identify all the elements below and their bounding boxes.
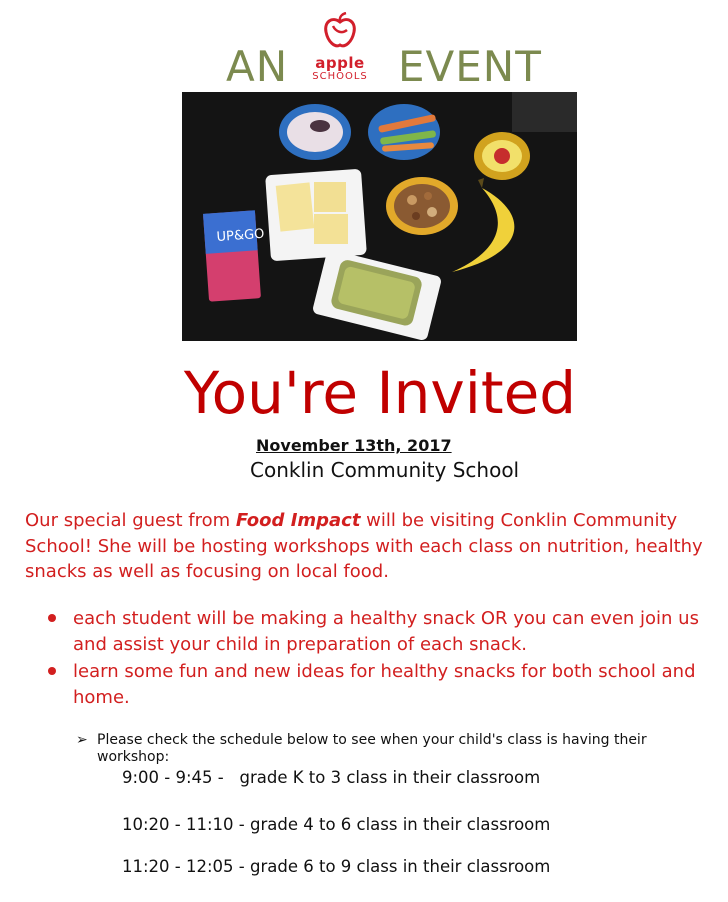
header-word-event: EVENT <box>398 42 542 91</box>
bullet-icon <box>48 614 56 622</box>
event-header <box>0 8 728 91</box>
schedule-note-text: Please check the schedule below to see when your child's class is having their workshop: <box>97 732 647 765</box>
guest-organization: Food Impact <box>235 510 361 531</box>
intro-paragraph <box>25 508 715 585</box>
schedule-row-1: 9:00 - 9:45 - grade K to 3 class in their classroom <box>122 768 541 787</box>
schedule-row-2: 10:20 - 11:10 - grade 4 to 6 class in their classroom <box>122 815 551 834</box>
invitation-title: You're Invited <box>183 359 577 427</box>
list-item <box>48 606 708 657</box>
logo-schools-text: SCHOOLS <box>312 71 368 82</box>
intro-text-start: Our special guest from <box>25 510 236 531</box>
benefits-list <box>48 606 708 712</box>
healthy-snacks-photo <box>182 92 577 341</box>
schedule-row-3: 11:20 - 12:05 - grade 6 to 9 class in their classroom <box>122 857 551 876</box>
list-item <box>48 659 708 710</box>
intro-text-end: will be visiting Conklin Community School! She will be hosting workshops with each class on nutrition, healthy snacks as well as focusing on local food. <box>25 510 703 582</box>
list-item-text: each student will be making a healthy snack OR you can even join us and assist your child in preparation of each snack. <box>73 608 699 655</box>
arrow-bullet-icon: ➢ <box>76 732 88 748</box>
logo-apple-text: apple <box>315 54 365 72</box>
svg-text:UP&GO: UP&GO <box>216 226 265 246</box>
school-name: Conklin Community School <box>250 458 520 482</box>
list-item-text: learn some fun and new ideas for healthy snacks for both school and home. <box>73 661 696 708</box>
header-word-an: AN <box>226 42 289 91</box>
bullet-icon <box>48 667 56 675</box>
apple-logo-icon <box>322 12 358 52</box>
apple-schools-logo <box>300 12 380 84</box>
event-date: November 13th, 2017 <box>256 436 452 455</box>
